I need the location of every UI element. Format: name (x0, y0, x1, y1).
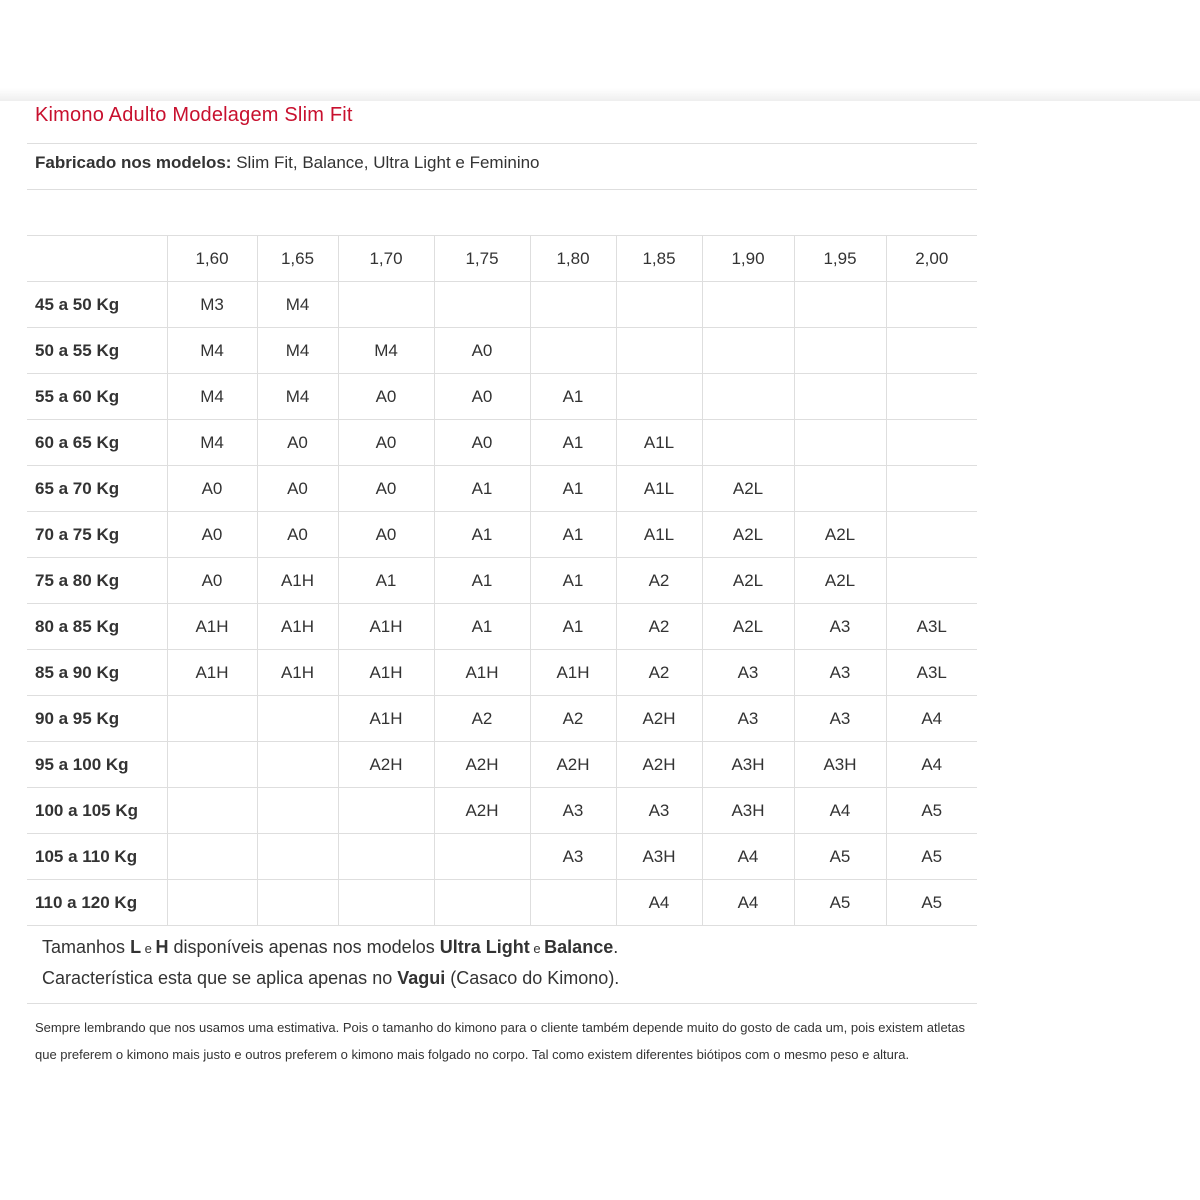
size-cell: A4 (702, 880, 794, 926)
size-cell: M4 (257, 282, 338, 328)
size-cell: A0 (167, 512, 257, 558)
size-cell: A2 (616, 558, 702, 604)
size-cell (794, 466, 886, 512)
size-cell: A4 (886, 696, 977, 742)
weight-range-cell: 80 a 85 Kg (27, 604, 167, 650)
size-cell: A2L (702, 604, 794, 650)
size-cell: M3 (167, 282, 257, 328)
size-cell: A5 (794, 834, 886, 880)
size-cell: A2L (702, 466, 794, 512)
size-cell: A0 (338, 420, 434, 466)
size-cell (794, 328, 886, 374)
size-cell: A2 (616, 650, 702, 696)
size-cell: A3H (702, 742, 794, 788)
corner-cell (27, 236, 167, 282)
height-header-cell: 1,85 (616, 236, 702, 282)
note-size-l: L (130, 937, 142, 957)
divider (27, 1003, 977, 1004)
header-shadow (0, 88, 1200, 102)
height-header-row (27, 236, 977, 282)
size-cell (257, 788, 338, 834)
size-cell (886, 328, 977, 374)
note-vagui: Vagui (397, 968, 446, 988)
size-cell (794, 282, 886, 328)
table-row (27, 650, 977, 696)
size-cell (794, 374, 886, 420)
size-cell (530, 328, 616, 374)
table-row (27, 558, 977, 604)
size-cell: A2 (530, 696, 616, 742)
size-cell (167, 788, 257, 834)
size-cell (338, 788, 434, 834)
size-cell: A3 (702, 650, 794, 696)
size-cell (886, 282, 977, 328)
divider (27, 143, 977, 144)
weight-range-cell: 45 a 50 Kg (27, 282, 167, 328)
height-header-cell: 1,95 (794, 236, 886, 282)
size-cell (167, 742, 257, 788)
table-row (27, 604, 977, 650)
size-cell (338, 282, 434, 328)
table-row (27, 742, 977, 788)
size-cell (167, 696, 257, 742)
size-cell: A1 (530, 512, 616, 558)
size-cell: A3L (886, 604, 977, 650)
height-header-cell: 1,90 (702, 236, 794, 282)
height-header-cell: 1,80 (530, 236, 616, 282)
size-cell (338, 834, 434, 880)
size-cell: A1 (530, 374, 616, 420)
size-cell: A2L (702, 558, 794, 604)
size-cell: A2L (702, 512, 794, 558)
subtitle-models: Slim Fit, Balance, Ultra Light e Feminino (236, 153, 540, 172)
note-size-h: H (155, 937, 169, 957)
size-cell: A2 (616, 604, 702, 650)
size-cell (616, 282, 702, 328)
size-cell (886, 558, 977, 604)
table-row (27, 512, 977, 558)
size-cell: A4 (616, 880, 702, 926)
size-cell: A1 (530, 420, 616, 466)
size-cell: A3 (530, 788, 616, 834)
size-cell: A0 (434, 328, 530, 374)
size-cell (434, 282, 530, 328)
size-cell: A3 (794, 604, 886, 650)
size-cell: A1H (167, 604, 257, 650)
size-cell: A3 (794, 696, 886, 742)
size-cell: A1L (616, 420, 702, 466)
size-cell: A1 (530, 558, 616, 604)
size-cell: A3H (794, 742, 886, 788)
size-cell (338, 880, 434, 926)
note-text: e (141, 941, 156, 956)
size-cell: A1 (434, 466, 530, 512)
note-text: Característica esta que se aplica apenas no (42, 968, 398, 988)
size-cell: A3 (530, 834, 616, 880)
size-cell: A0 (338, 374, 434, 420)
size-cell: A0 (257, 466, 338, 512)
size-cell: A2H (616, 696, 702, 742)
size-cell (886, 420, 977, 466)
size-cell: A0 (257, 420, 338, 466)
size-cell (886, 466, 977, 512)
size-cell: M4 (257, 328, 338, 374)
size-cell: A1H (338, 604, 434, 650)
size-cell: A1H (257, 604, 338, 650)
weight-range-cell: 70 a 75 Kg (27, 512, 167, 558)
table-row (27, 696, 977, 742)
weight-range-cell: 110 a 120 Kg (27, 880, 167, 926)
size-cell: A1H (338, 696, 434, 742)
size-cell: M4 (257, 374, 338, 420)
height-header-cell: 2,00 (886, 236, 977, 282)
size-cell: A0 (434, 420, 530, 466)
height-header-cell: 1,70 (338, 236, 434, 282)
size-cell (702, 374, 794, 420)
note-model-ultra-light: Ultra Light (439, 937, 530, 957)
note-text: . (613, 937, 619, 957)
table-row (27, 834, 977, 880)
size-cell: A1H (338, 650, 434, 696)
size-cell: A1L (616, 466, 702, 512)
height-header-cell: 1,65 (257, 236, 338, 282)
subtitle (35, 153, 540, 173)
size-cell: M4 (338, 328, 434, 374)
note-model-balance: Balance (544, 937, 614, 957)
weight-range-cell: 90 a 95 Kg (27, 696, 167, 742)
size-cell (886, 374, 977, 420)
size-cell (257, 696, 338, 742)
subtitle-label: Fabricado nos modelos: (35, 153, 232, 172)
size-cell (257, 742, 338, 788)
size-cell: M4 (167, 374, 257, 420)
note-text: disponíveis apenas nos modelos (168, 937, 440, 957)
size-cell: A1H (434, 650, 530, 696)
size-cell: A3 (702, 696, 794, 742)
size-cell: A2H (530, 742, 616, 788)
size-cell: A1H (257, 558, 338, 604)
size-cell: A3 (794, 650, 886, 696)
weight-range-cell: 50 a 55 Kg (27, 328, 167, 374)
size-chart-body (27, 282, 977, 926)
note-text: Tamanhos (42, 937, 131, 957)
size-cell: A1 (338, 558, 434, 604)
size-cell: A1 (434, 604, 530, 650)
weight-range-cell: 75 a 80 Kg (27, 558, 167, 604)
size-cell (257, 834, 338, 880)
size-cell: A5 (886, 834, 977, 880)
availability-note (42, 937, 618, 958)
size-cell: A0 (167, 466, 257, 512)
size-cell: A4 (794, 788, 886, 834)
table-row (27, 788, 977, 834)
size-cell: A3L (886, 650, 977, 696)
size-cell: A2H (338, 742, 434, 788)
size-cell: A4 (886, 742, 977, 788)
size-cell (794, 420, 886, 466)
size-cell: A2H (616, 742, 702, 788)
size-cell (434, 834, 530, 880)
size-cell: A5 (794, 880, 886, 926)
size-cell (167, 880, 257, 926)
size-cell (257, 880, 338, 926)
size-cell: A0 (434, 374, 530, 420)
size-cell: A3H (702, 788, 794, 834)
height-header-cell: 1,75 (434, 236, 530, 282)
size-cell: A1 (530, 604, 616, 650)
size-cell: A1H (530, 650, 616, 696)
vagui-note (42, 968, 619, 989)
size-cell: A2L (794, 512, 886, 558)
size-cell: A0 (167, 558, 257, 604)
disclaimer-text: Sempre lembrando que nos usamos uma estimativa. Pois o tamanho do kimono para o cliente também depende muito do gosto de cada um, pois existem atletas que preferem o kimono mais justo e outros preferem o kimono mais folgado no corpo. Tal como existem diferentes biótipos com o mesmo peso e altura. (35, 1020, 966, 1062)
size-cell (702, 328, 794, 374)
table-row (27, 328, 977, 374)
size-cell (702, 420, 794, 466)
size-cell: M4 (167, 420, 257, 466)
size-cell: A5 (886, 880, 977, 926)
size-cell (886, 512, 977, 558)
page-title: Kimono Adulto Modelagem Slim Fit (35, 104, 353, 126)
size-cell: A3 (616, 788, 702, 834)
size-cell: A3H (616, 834, 702, 880)
size-cell: A1H (257, 650, 338, 696)
size-cell (167, 834, 257, 880)
weight-range-cell: 100 a 105 Kg (27, 788, 167, 834)
table-row (27, 374, 977, 420)
table-row (27, 880, 977, 926)
size-cell (434, 880, 530, 926)
size-chart-table (27, 235, 977, 926)
height-header-cell: 1,60 (167, 236, 257, 282)
size-cell (616, 374, 702, 420)
weight-range-cell: 85 a 90 Kg (27, 650, 167, 696)
weight-range-cell: 65 a 70 Kg (27, 466, 167, 512)
size-cell: A0 (257, 512, 338, 558)
size-cell (616, 328, 702, 374)
size-cell: A0 (338, 466, 434, 512)
size-cell (702, 282, 794, 328)
size-cell: A2 (434, 696, 530, 742)
size-cell: A2H (434, 742, 530, 788)
size-cell: A5 (886, 788, 977, 834)
size-cell: A1H (167, 650, 257, 696)
size-cell (530, 282, 616, 328)
weight-range-cell: 55 a 60 Kg (27, 374, 167, 420)
size-cell: A1 (434, 512, 530, 558)
note-text: (Casaco do Kimono). (445, 968, 620, 988)
size-cell: A2L (794, 558, 886, 604)
weight-range-cell: 60 a 65 Kg (27, 420, 167, 466)
weight-range-cell: 105 a 110 Kg (27, 834, 167, 880)
table-row (27, 466, 977, 512)
size-cell: M4 (167, 328, 257, 374)
size-cell: A0 (338, 512, 434, 558)
divider (27, 189, 977, 190)
note-text: e (529, 941, 545, 956)
weight-range-cell: 95 a 100 Kg (27, 742, 167, 788)
table-row (27, 282, 977, 328)
size-cell: A1 (434, 558, 530, 604)
size-cell: A1 (530, 466, 616, 512)
size-cell: A4 (702, 834, 794, 880)
table-row (27, 420, 977, 466)
size-cell: A1L (616, 512, 702, 558)
size-cell: A2H (434, 788, 530, 834)
size-cell (530, 880, 616, 926)
